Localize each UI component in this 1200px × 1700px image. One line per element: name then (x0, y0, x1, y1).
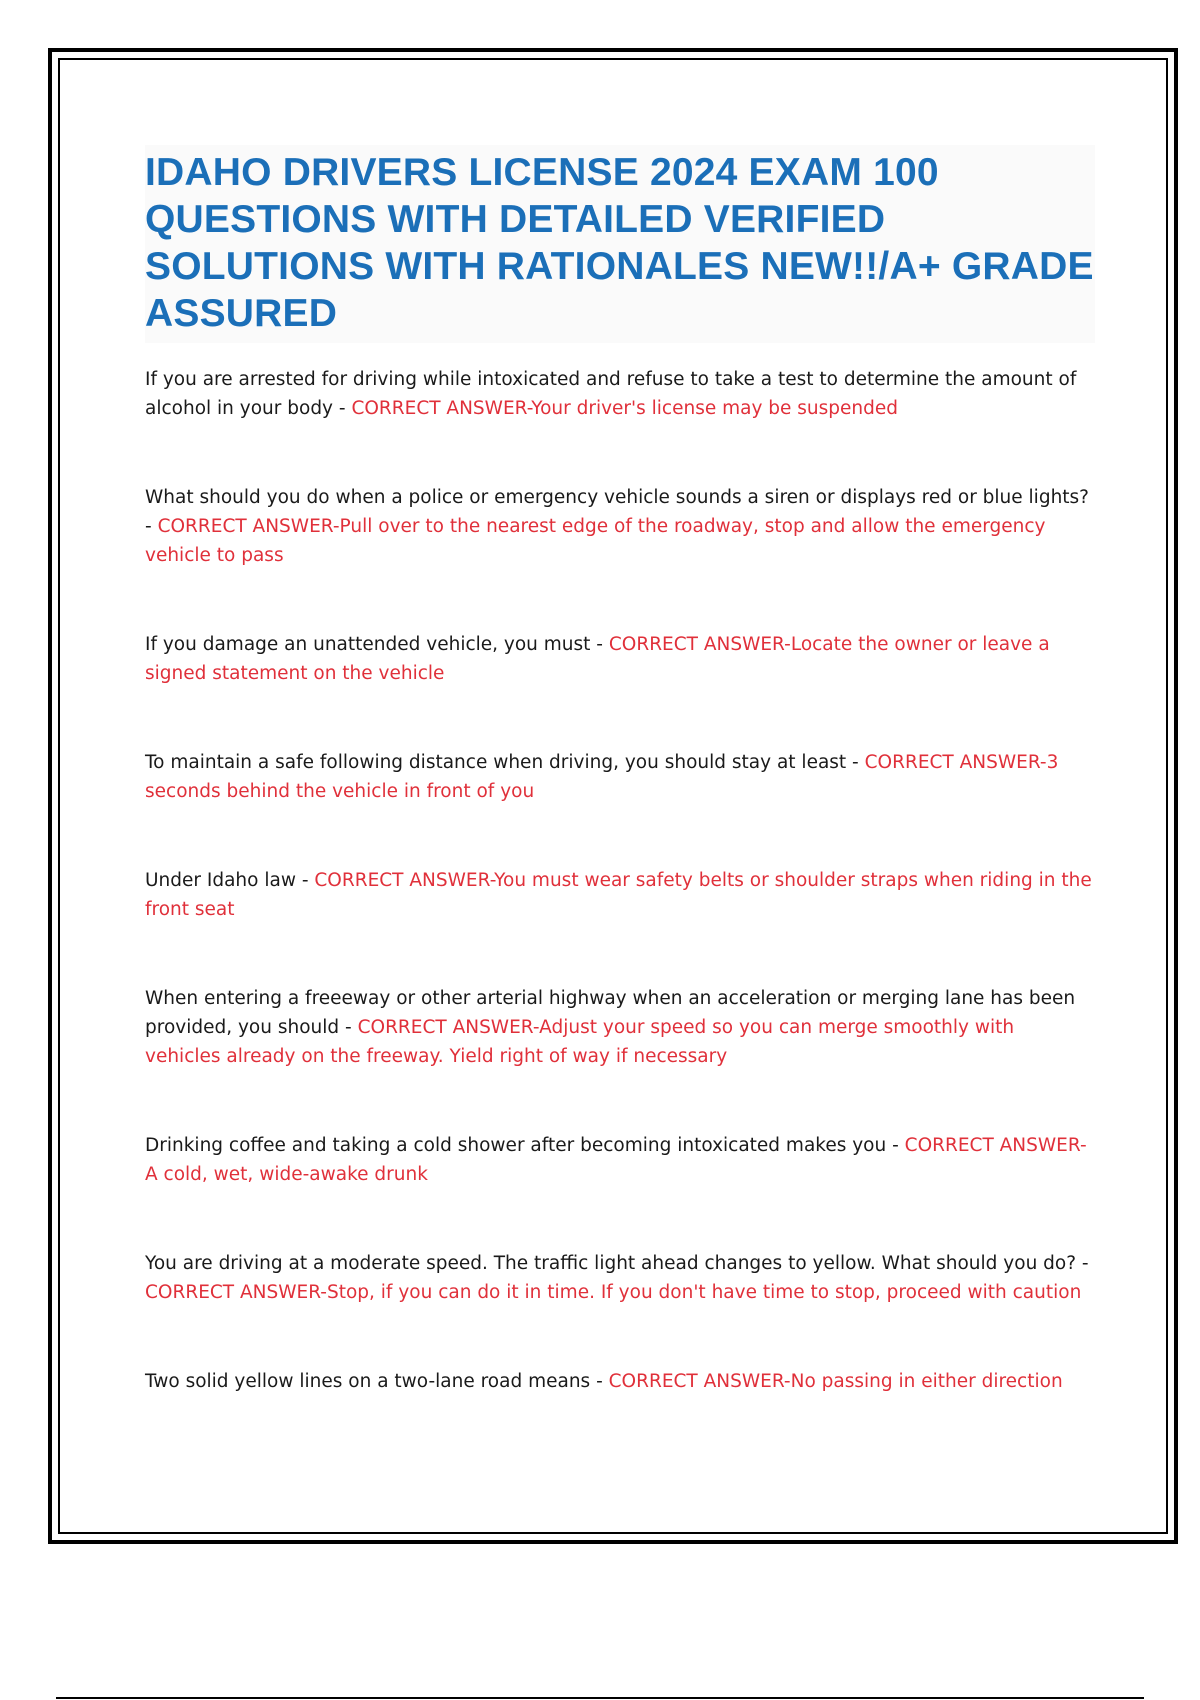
answer-text: CORRECT ANSWER-A cold, wet, wide-awake drunk (145, 1135, 1087, 1185)
document-title: IDAHO DRIVERS LICENSE 2024 EXAM 100 QUESTIONS WITH DETAILED VERIFIED SOLUTIONS WITH RATIONALES NEW!!/A+ GRADE ASSURED (145, 151, 1094, 335)
qa-item (145, 1367, 1095, 1396)
answer-text: CORRECT ANSWER-Adjust your speed so you can merge smoothly with vehicles already on the freeway. Yield right of way if necessary (145, 1017, 1015, 1067)
qa-item (145, 1249, 1095, 1307)
qa-item (145, 748, 1095, 806)
answer-text: CORRECT ANSWER-3 seconds behind the vehicle in front of you (145, 752, 1059, 802)
title-block (145, 145, 1095, 343)
question-text: Drinking coffee and taking a cold shower after becoming intoxicated makes you - (145, 1135, 905, 1156)
footer-divider (56, 1697, 1144, 1699)
document-content (145, 145, 1095, 1456)
answer-text: CORRECT ANSWER-Stop, if you can do it in time. If you don't have time to stop, proceed with caution (145, 1282, 1082, 1303)
qa-item (145, 984, 1095, 1071)
qa-item (145, 866, 1095, 924)
answer-text: CORRECT ANSWER-Your driver's license may be suspended (351, 398, 899, 419)
qa-item (145, 630, 1095, 688)
question-text: Two solid yellow lines on a two-lane road means - (145, 1371, 609, 1392)
qa-item (145, 1131, 1095, 1189)
question-text: To maintain a safe following distance when driving, you should stay at least - (145, 752, 865, 773)
qa-item (145, 483, 1095, 570)
answer-text: CORRECT ANSWER-You must wear safety belts or shoulder straps when riding in the front seat (145, 870, 1092, 920)
answer-text: CORRECT ANSWER-Pull over to the nearest edge of the roadway, stop and allow the emergency vehicle to pass (145, 516, 1046, 566)
answer-text: CORRECT ANSWER-No passing in either direction (608, 1371, 1063, 1392)
question-text: If you are arrested for driving while intoxicated and refuse to take a test to determine the amount of alcohol in your body - (145, 369, 1077, 419)
question-text: When entering a freeeway or other arterial highway when an acceleration or merging lane has been provided, you should - (145, 988, 1076, 1038)
qa-item (145, 365, 1095, 423)
qa-list (145, 365, 1095, 1396)
question-text: Under Idaho law - (145, 870, 315, 891)
answer-text: CORRECT ANSWER-Locate the owner or leave a signed statement on the vehicle (145, 634, 1050, 684)
question-text: If you damage an unattended vehicle, you must - (145, 634, 609, 655)
question-text: You are driving at a moderate speed. The traffic light ahead changes to yellow. What should you do? - (145, 1253, 1089, 1274)
question-text: What should you do when a police or emergency vehicle sounds a siren or displays red or blue lights? - (145, 487, 1090, 537)
